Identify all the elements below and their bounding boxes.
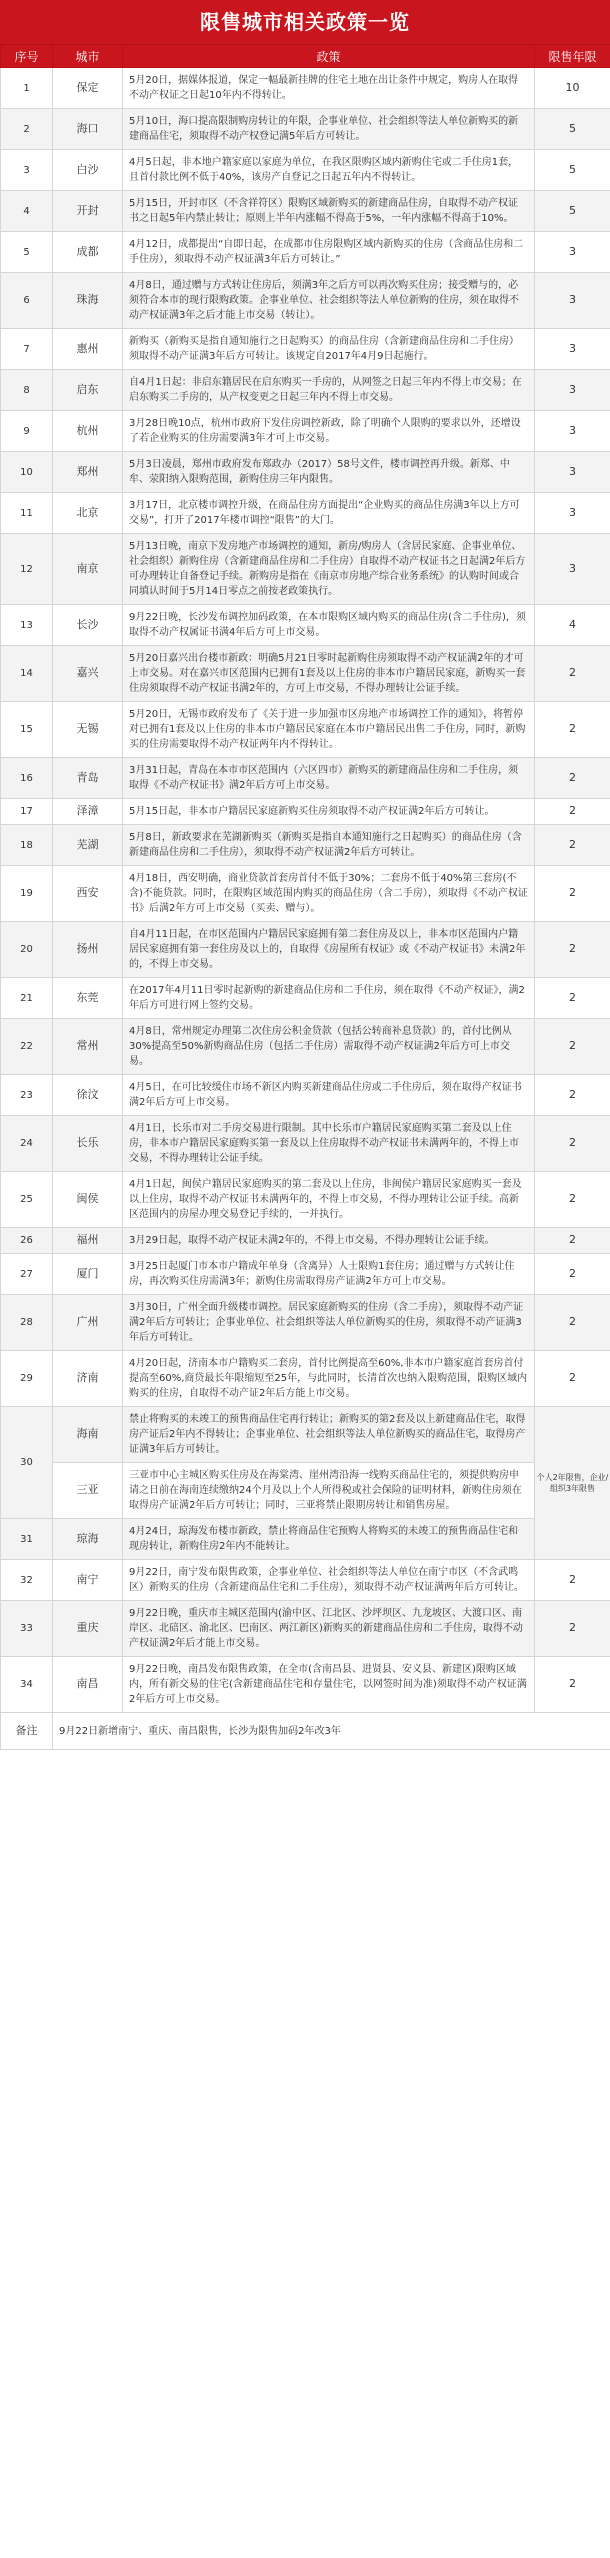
- table-row: [1, 605, 610, 646]
- row-policy: 4月8日，常州规定办理第二次住房公积金贷款（包括公转商补息贷款）的，首付比例从30%提高至50%新购商品住房（包括二手住房）需取得不动产权证满2年后方可上市交易。: [123, 1019, 535, 1075]
- table-row: [1, 1254, 610, 1295]
- row-city: 启东: [53, 370, 123, 411]
- row-years: 5: [535, 191, 610, 232]
- row-index: 16: [1, 758, 53, 799]
- row-policy: 5月20日，无锡市政府发布了《关于进一步加强市区房地产市场调控工作的通知》，将暂停对已拥有1套及以上住房的非本市户籍居民家庭在本市户籍居民出售二手住房，同时，新购买的住房需要取得不动产权证两年内不得转让。: [123, 702, 535, 758]
- row-years: 2: [535, 1172, 610, 1228]
- table-row: [1, 1601, 610, 1657]
- row-years: 2: [535, 1019, 610, 1075]
- row-city: 琼海: [53, 1519, 123, 1560]
- row-policy: 3月31日起，青岛在本市市区范围内（六区四市）新购买的新建商品住房和二手住房，须取得《不动产权证书》满2年后方可上市交易。: [123, 758, 535, 799]
- table-row: [1, 866, 610, 922]
- row-policy: 9月22日，南宁发布限售政策，企事业单位、社会组织等法人单位在南宁市区（不含武鸣区）新购买的住房（含新建商品住宅和二手住房），须取得不动产权证满两年后方可转让。: [123, 1560, 535, 1601]
- row-policy: 4月20日起，济南本市户籍购买二套房，首付比例提高至60%,非本市户籍家庭首套房首付提高至60%,商贷最长年限缩短至25年，与此同时，长清首次也纳入限购范围，限购区域内购买的住房，自取得不动产证2年后方能上市交易。: [123, 1351, 535, 1407]
- row-index: 29: [1, 1351, 53, 1407]
- row-years: 2: [535, 1351, 610, 1407]
- row-city: 厦门: [53, 1254, 123, 1295]
- table-row: [1, 1228, 610, 1254]
- row-city: 青岛: [53, 758, 123, 799]
- row-city: 惠州: [53, 329, 123, 370]
- row-city: 西安: [53, 866, 123, 922]
- row-city: 闽侯: [53, 1172, 123, 1228]
- footer-note: 9月22日新增南宁、重庆、南昌限售，长沙为限售加码2年改3年: [53, 1713, 610, 1750]
- row-years-merged: 个人2年限售，企业/组织3年限售: [535, 1407, 610, 1560]
- row-city: 海口: [53, 109, 123, 150]
- row-city: 南宁: [53, 1560, 123, 1601]
- row-index: 12: [1, 534, 53, 605]
- row-index: 1: [1, 68, 53, 109]
- row-policy: 三亚市中心主城区购买住房及在海棠湾、崖州湾沿海一线购买商品住宅的，须提供购房申请之日前在海南连续缴纳24个月及以上个人所得税或社会保险的证明材料，新购住房须在取得房产证满2年后方可转让；同时，三亚将禁止限期房转让和销售房屋。: [123, 1463, 535, 1519]
- table-row: [1, 978, 610, 1019]
- table-row: [1, 493, 610, 534]
- row-years: 2: [535, 866, 610, 922]
- table-row: [1, 329, 610, 370]
- table-row: [1, 109, 610, 150]
- table-row: [1, 1519, 610, 1560]
- row-city: 常州: [53, 1019, 123, 1075]
- row-city: 南京: [53, 534, 123, 605]
- table-row: [1, 1295, 610, 1351]
- table-row: [1, 150, 610, 191]
- row-city: 济南: [53, 1351, 123, 1407]
- table-row: [1, 191, 610, 232]
- row-policy: 3月25日起厦门市本市户籍成年单身（含离异）人士限购1套住房；通过赠与方式转让住房，再次购买住房需满3年；新购住房需取得房产证满2年方可上市交易。: [123, 1254, 535, 1295]
- row-city: 广州: [53, 1295, 123, 1351]
- row-years: 10: [535, 68, 610, 109]
- table-row: [1, 1172, 610, 1228]
- row-city: 徐汶: [53, 1075, 123, 1116]
- table-row: [1, 702, 610, 758]
- row-years: 3: [535, 232, 610, 273]
- row-city: 芜湖: [53, 825, 123, 866]
- table-row: [1, 273, 610, 329]
- row-index: 26: [1, 1228, 53, 1254]
- table-row: [1, 68, 610, 109]
- row-index: 9: [1, 411, 53, 452]
- row-index: 19: [1, 866, 53, 922]
- row-policy: 新购买（新购买是指自通知施行之日起购买）的商品住房（含新建商品住房和二手住房）须取得不动产证满3年后方可转让。该规定自2017年4月9日起施行。: [123, 329, 535, 370]
- row-years: 3: [535, 534, 610, 605]
- row-policy: 4月18日，西安明确，商业贷款首套房首付不低于30%；二套房不低于40%第三套房(不含)不能贷款。同时，在限购区域范围内购买的商品住房（含二手房），须取得《不动产权证书》后满2年方可上市交易（买卖、赠与）。: [123, 866, 535, 922]
- row-policy: 4月1日起，闽侯户籍居民家庭购买的第二套及以上住房，非闽侯户籍居民家庭购买一套及以上住房，取得不动产权证书未满两年的，不得上市交易，不得办理转让公证手续。高新区范围内的房屋办理交易登记手续的，一并执行。: [123, 1172, 535, 1228]
- row-policy: 自4月1日起：非启东籍居民在启东购买一手房的，从网签之日起三年内不得上市交易；在启东购买二手房的，从产权变更之日起三年内不得上市交易。: [123, 370, 535, 411]
- header-index: 序号: [1, 45, 53, 68]
- row-index: 20: [1, 922, 53, 978]
- row-index: 21: [1, 978, 53, 1019]
- row-years: 3: [535, 370, 610, 411]
- row-index: 22: [1, 1019, 53, 1075]
- row-policy: 3月28日晚10点，杭州市政府下发住房调控新政，除了明确个人限购的要求以外，还增设了若企业购买的住房需要满3年才可上市交易。: [123, 411, 535, 452]
- row-years: 5: [535, 109, 610, 150]
- row-index: 24: [1, 1116, 53, 1172]
- row-years: 2: [535, 1657, 610, 1713]
- row-index: 5: [1, 232, 53, 273]
- header-city: 城市: [53, 45, 123, 68]
- row-index: 13: [1, 605, 53, 646]
- row-index: 7: [1, 329, 53, 370]
- row-city: 白沙: [53, 150, 123, 191]
- row-policy: 禁止将购买的未竣工的预售商品住宅再行转让；新购买的第2套及以上新建商品住宅，取得房产证后2年内不得转让；企事业单位、社会组织等法人单位新购买的商品住宅，取得房产证满3年后方可转让。: [123, 1407, 535, 1463]
- row-city: 开封: [53, 191, 123, 232]
- row-index: 25: [1, 1172, 53, 1228]
- row-index: 14: [1, 646, 53, 702]
- row-city: 福州: [53, 1228, 123, 1254]
- row-index: 15: [1, 702, 53, 758]
- row-city: 北京: [53, 493, 123, 534]
- row-city: 长乐: [53, 1116, 123, 1172]
- row-city: 保定: [53, 68, 123, 109]
- footer-row: [1, 1713, 610, 1750]
- table-row: [1, 825, 610, 866]
- row-policy: 4月5日起，非本地户籍家庭以家庭为单位，在我区限购区域内新购住宅或二手住房1套，且首付款比例不低于40%，该房产自登记之日起五年内不得转让。: [123, 150, 535, 191]
- table-row: [1, 1560, 610, 1601]
- row-policy: 9月22日晚，长沙发布调控加码政策，在本市限购区域内购买的商品住房(含二手住房)，须取得不动产权属证书满4年后方可上市交易。: [123, 605, 535, 646]
- row-city: 珠海: [53, 273, 123, 329]
- row-policy: 5月8日，新政要求在芜湖新购买（新购买是指自本通知施行之日起购买）的商品住房（含新建商品住房和二手住房），须取得不动产权证满2年后方可转让。: [123, 825, 535, 866]
- row-index: 17: [1, 799, 53, 825]
- row-city: 杭州: [53, 411, 123, 452]
- row-policy: 3月29日起，取得不动产权证未满2年的，不得上市交易，不得办理转让公证手续。: [123, 1228, 535, 1254]
- row-city: 郑州: [53, 452, 123, 493]
- row-index: 10: [1, 452, 53, 493]
- row-index: 32: [1, 1560, 53, 1601]
- table-body: [1, 68, 610, 1750]
- row-index: 30: [1, 1407, 53, 1519]
- row-years: 4: [535, 605, 610, 646]
- row-years: 2: [535, 758, 610, 799]
- table-row: [1, 1075, 610, 1116]
- table-header-row: [1, 45, 610, 68]
- row-index: 6: [1, 273, 53, 329]
- row-index: 23: [1, 1075, 53, 1116]
- table-row: [1, 922, 610, 978]
- table-row: [1, 1407, 610, 1463]
- row-years: 2: [535, 1228, 610, 1254]
- row-policy: 9月22日晚，南昌发布限售政策，在全市(含南昌县、进贤县、安义县、新建区)限购区域内，所有新交易的住宅(含新建商品住宅和存量住宅，以网签时间为准)须取得不动产权证满2年后方可上市交易。: [123, 1657, 535, 1713]
- row-years: 3: [535, 273, 610, 329]
- row-index: 3: [1, 150, 53, 191]
- row-years: 2: [535, 978, 610, 1019]
- row-policy: 4月12日，成都提出“自即日起，在成都市住房限购区域内新购买的住房（含商品住房和二手住房），须取得不动产权证满3年后方可转让。”: [123, 232, 535, 273]
- footer-label: 备注: [1, 1713, 53, 1750]
- row-years: 2: [535, 1560, 610, 1601]
- row-index: 4: [1, 191, 53, 232]
- row-policy: 5月15日起，非本市户籍居民家庭新购买住房须取得不动产权证满2年后方可转让。: [123, 799, 535, 825]
- row-index: 11: [1, 493, 53, 534]
- row-city: 嘉兴: [53, 646, 123, 702]
- row-city: 长沙: [53, 605, 123, 646]
- row-policy: 5月20日，据媒体报道，保定一幅最新挂牌的住宅土地在出让条件中规定，购房人在取得不动产权证之日起10年内不得转让。: [123, 68, 535, 109]
- row-index: 33: [1, 1601, 53, 1657]
- table-row: [1, 758, 610, 799]
- row-index: 27: [1, 1254, 53, 1295]
- row-index: 2: [1, 109, 53, 150]
- table-row: [1, 534, 610, 605]
- table-row: [1, 411, 610, 452]
- row-city: 海南: [53, 1407, 123, 1463]
- row-policy: 4月1日，长乐市对二手房交易进行限制。其中长乐市户籍居民家庭购买第二套及以上住房，非本市户籍居民家庭购买第一套及以上住房取得不动产权证书未满两年的，不得上市交易，不得办理转让公证手续。: [123, 1116, 535, 1172]
- row-policy: 5月10日，海口提高限制购房转让的年限，企事业单位、社会组织等法人单位新购买的新建商品住宅，须取得不动产权登记满5年后方可转让。: [123, 109, 535, 150]
- row-index: 18: [1, 825, 53, 866]
- row-city: 东莞: [53, 978, 123, 1019]
- row-years: 2: [535, 799, 610, 825]
- row-city: 三亚: [53, 1463, 123, 1519]
- row-city: 南昌: [53, 1657, 123, 1713]
- row-years: 2: [535, 922, 610, 978]
- row-policy: 3月30日，广州全面升级楼市调控。居民家庭新购买的住房（含二手房），须取得不动产证满2年后方可转让；企事业单位、社会组织等法人单位新购买的住房，须取得不动产证满3年后方可转让。: [123, 1295, 535, 1351]
- table-row: [1, 1116, 610, 1172]
- row-years: 2: [535, 1254, 610, 1295]
- row-years: 2: [535, 702, 610, 758]
- row-policy: 3月17日，北京楼市调控升级，在商品住房方面提出“企业购买的商品住房满3年以上方可交易”，打开了2017年楼市调控“限售”的大门。: [123, 493, 535, 534]
- row-years: 2: [535, 1075, 610, 1116]
- row-city: 无锡: [53, 702, 123, 758]
- table-row: [1, 232, 610, 273]
- table-row: [1, 1463, 610, 1519]
- row-years: 3: [535, 493, 610, 534]
- table-row: [1, 370, 610, 411]
- row-index: 34: [1, 1657, 53, 1713]
- row-years: 5: [535, 150, 610, 191]
- header-years: 限售年限: [535, 45, 610, 68]
- row-city: 成都: [53, 232, 123, 273]
- row-policy: 在2017年4月11日零时起新购的新建商品住房和二手住房，须在取得《不动产权证》，满2年后方可进行网上签约交易。: [123, 978, 535, 1019]
- policy-table: [0, 44, 610, 1750]
- row-city: 扬州: [53, 922, 123, 978]
- row-index: 8: [1, 370, 53, 411]
- row-years: 2: [535, 1295, 610, 1351]
- row-index: 31: [1, 1519, 53, 1560]
- row-years: 3: [535, 329, 610, 370]
- row-policy: 4月24日，琼海发布楼市新政，禁止将商品住宅预购人将购买的未竣工的预售商品住宅和现房转让，新购住房2年内不能转让。: [123, 1519, 535, 1560]
- table-row: [1, 799, 610, 825]
- row-city: 泽漳: [53, 799, 123, 825]
- row-policy: 5月15日，开封市区（不含祥符区）限购区域新购买的新建商品住房，自取得不动产权证书之日起5年内禁止转让；原则上半年内涨幅不得高于5%，一年内涨幅不得高于10%。: [123, 191, 535, 232]
- header-policy: 政策: [123, 45, 535, 68]
- row-years: 2: [535, 1601, 610, 1657]
- row-years: 2: [535, 1116, 610, 1172]
- table-row: [1, 1351, 610, 1407]
- row-policy: 5月3日凌晨，郑州市政府发布郑政办（2017）58号文件，楼市调控再升级。新郑、中牟、荥阳纳入限购范围，新购住房三年内限售。: [123, 452, 535, 493]
- table-row: [1, 1019, 610, 1075]
- row-years: 2: [535, 646, 610, 702]
- table-row: [1, 452, 610, 493]
- row-years: 2: [535, 825, 610, 866]
- row-index: 28: [1, 1295, 53, 1351]
- row-policy: 5月20日嘉兴出台楼市新政：明确5月21日零时起新购住房须取得不动产权证满2年的才可上市交易。对在嘉兴市区范围内已拥有1套及以上住房的非本市户籍居民家庭，新购买一套住房须取得不动产权证书满2年的，方可上市交易，不得办理转让公证手续。: [123, 646, 535, 702]
- page-title: 限售城市相关政策一览: [0, 0, 610, 44]
- row-city: 重庆: [53, 1601, 123, 1657]
- row-years: 3: [535, 452, 610, 493]
- row-policy: 4月5日，在可比较缓住市场不新区内购买新建商品住房或二手住房后，须在取得产权证书满2年后方可上市交易。: [123, 1075, 535, 1116]
- row-policy: 自4月11日起，在市区范围内户籍居民家庭拥有第二套住房及以上，非本市区范围内户籍居民家庭拥有第一套住房及以上的，自取得《房屋所有权证》或《不动产权证书》未满2年的，不得上市交易。: [123, 922, 535, 978]
- row-policy: 5月13日晚，南京下发房地产市场调控的通知，新房/购房人（含居民家庭、企事业单位、社会组织）新购住房（含新建商品住房和二手住房）自取得不动产权证书之日起满2年后方可办理转让自备登记手续。新购房是指在《南京市房地产综合业务系统》的认购时间或合同填认时间于5月14日零点之前按老政策执行。: [123, 534, 535, 605]
- row-policy: 4月8日，通过赠与方式转让住房后，须满3年之后方可以再次购买住房；接受赠与的，必须符合本市的现行限购政策。企事业单位、社会组织等法人单位新购的住房，须在取得不动产权证满3年之后才能上市交易（转让）。: [123, 273, 535, 329]
- row-years: 3: [535, 411, 610, 452]
- row-policy: 9月22日晚，重庆市主城区范围内(渝中区、江北区、沙坪坝区、九龙坡区、大渡口区、南岸区、北碚区、渝北区、巴南区、两江新区)新购买的新建商品住房和二手住房，取得不动产权证满2年后才能上市交易。: [123, 1601, 535, 1657]
- table-row: [1, 646, 610, 702]
- table-row: [1, 1657, 610, 1713]
